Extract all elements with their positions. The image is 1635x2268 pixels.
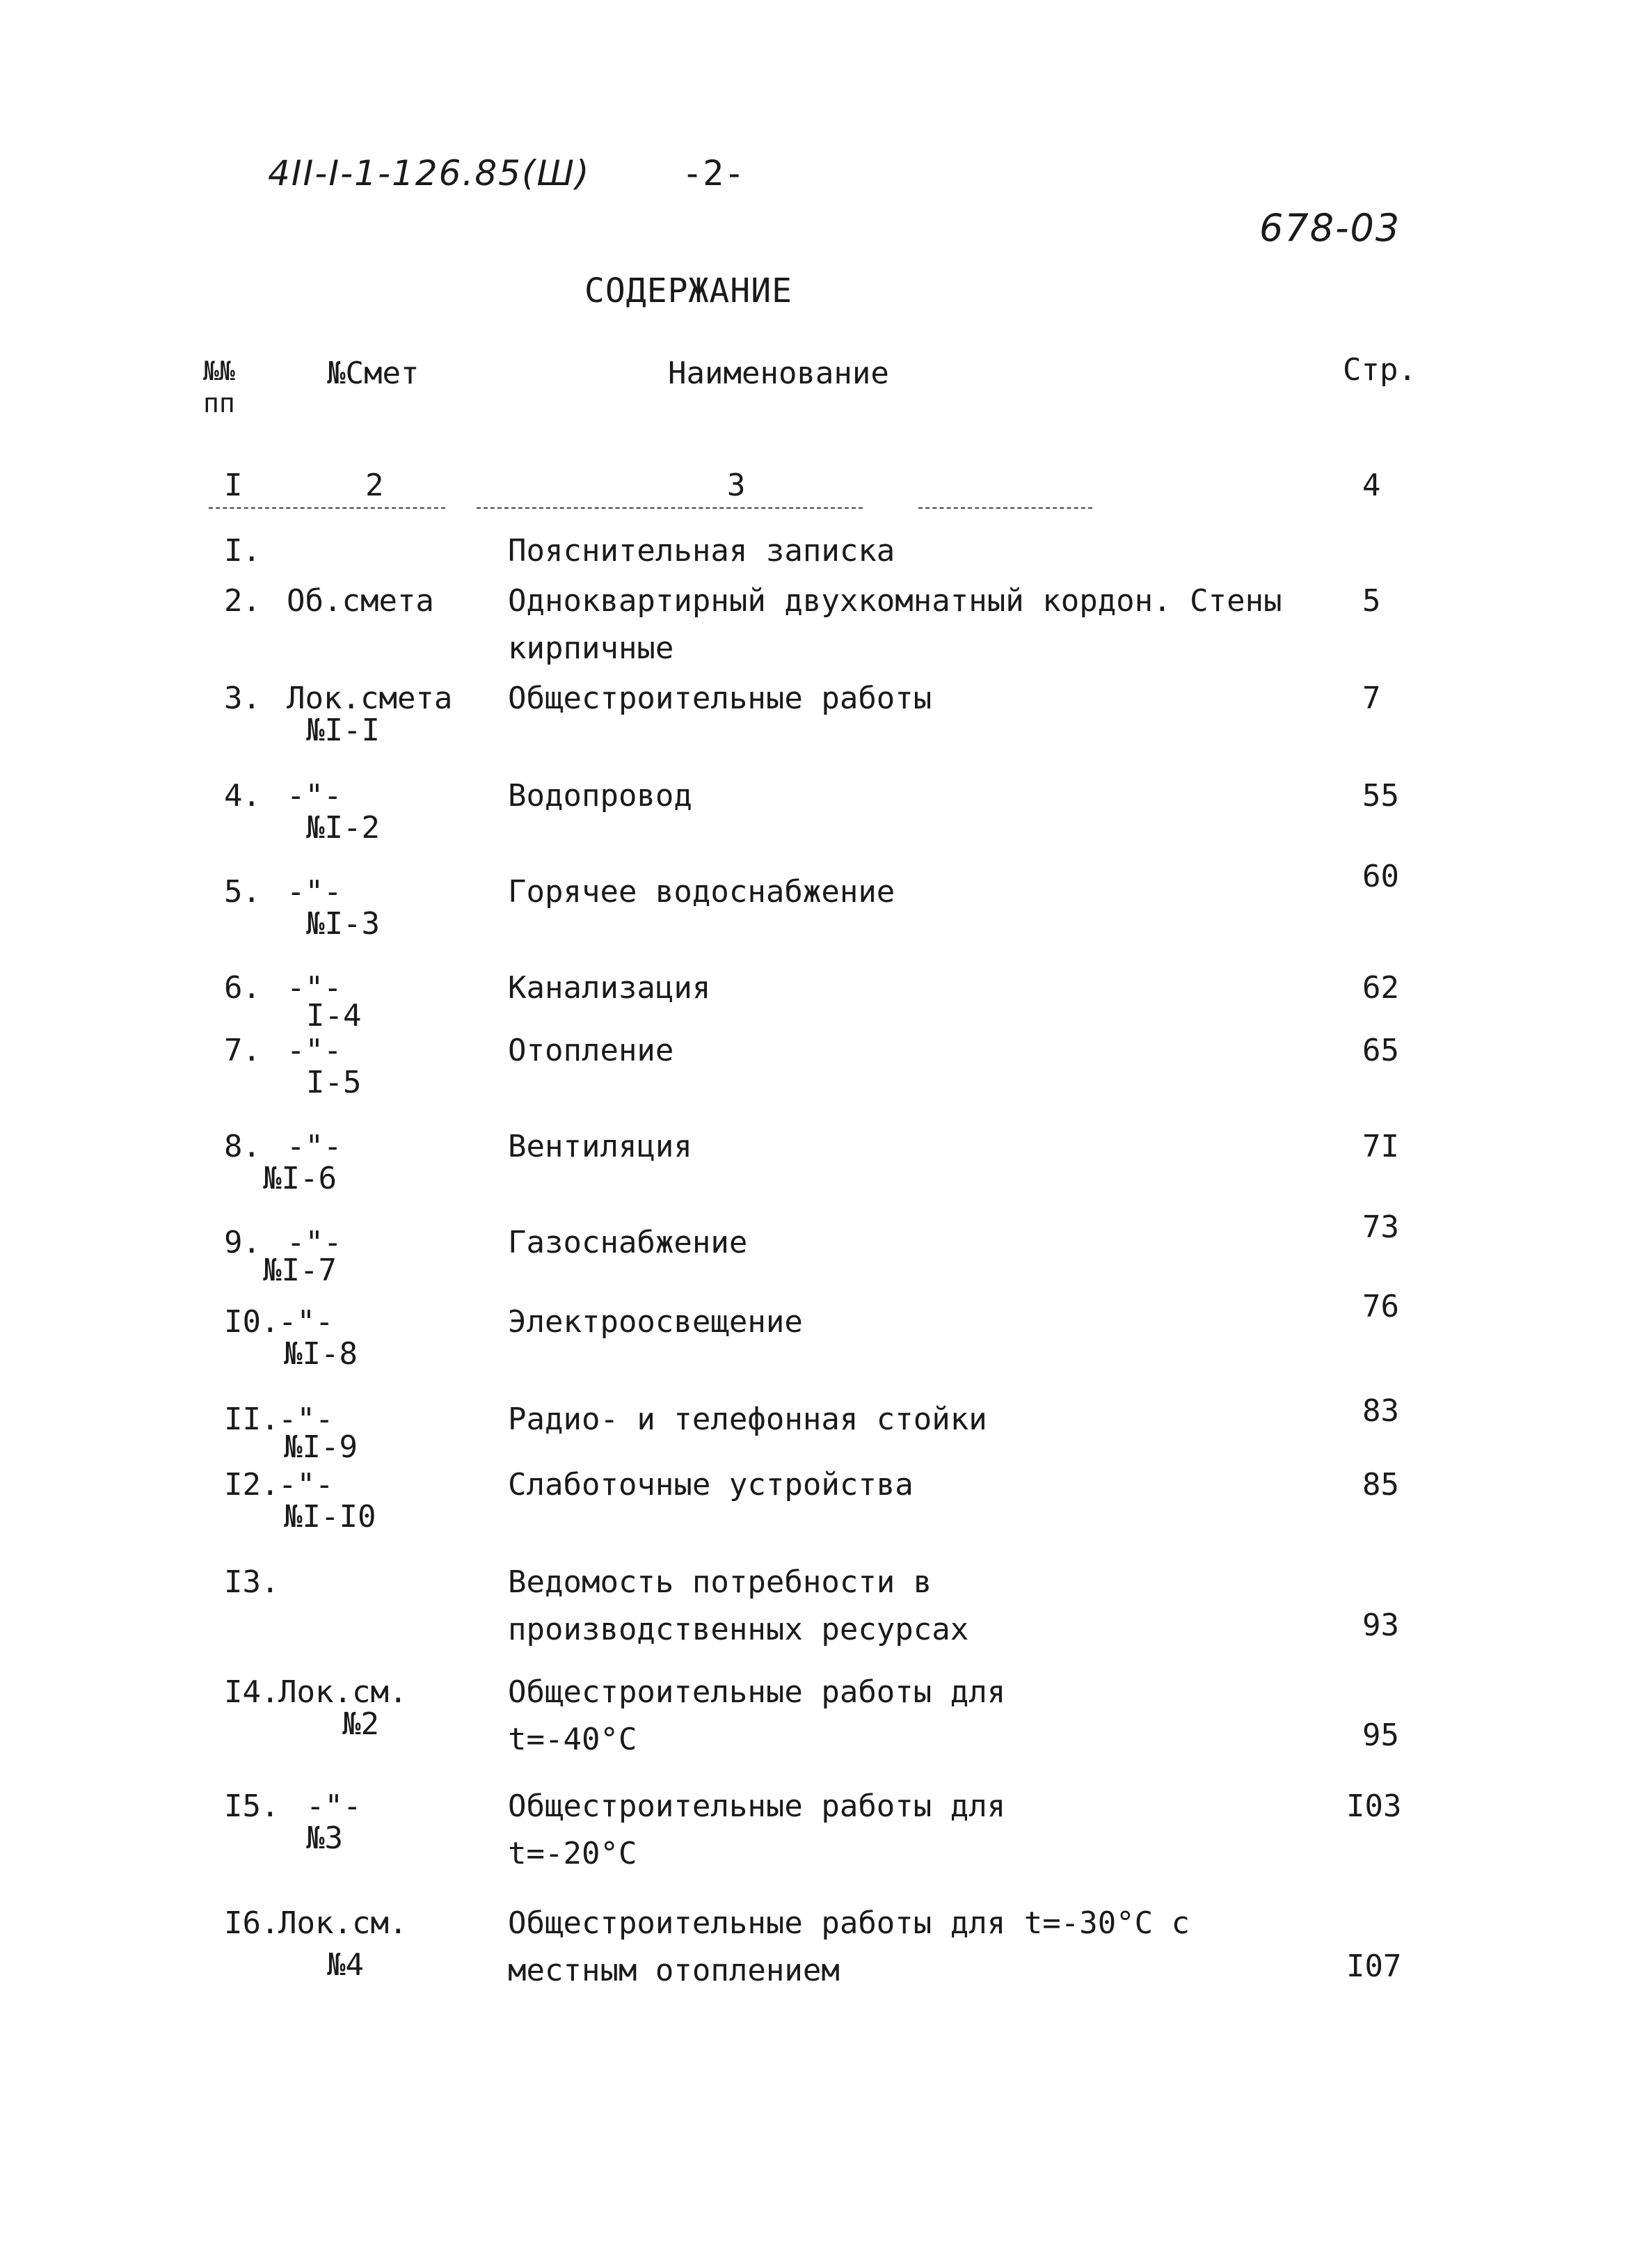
row-number: I3. xyxy=(224,1564,280,1600)
row-smeta: Лок.смета xyxy=(287,681,453,716)
column-header-page: Стр. xyxy=(1343,352,1417,388)
row-number: 2. xyxy=(224,583,261,619)
row-page: 73 xyxy=(1362,1210,1399,1245)
row-page: 5 xyxy=(1362,583,1381,619)
row-name: Общестроительные работы xyxy=(508,681,932,716)
row-name: Общестроительные работы для t=-40°C xyxy=(508,1674,1006,1757)
row-smeta: -"- xyxy=(287,970,342,1006)
row-number: I. xyxy=(224,533,261,569)
row-smeta-number: №I-3 xyxy=(306,906,380,942)
row-smeta: -"- xyxy=(287,1129,342,1164)
column-number-1: I xyxy=(224,468,243,503)
row-number: I6. xyxy=(224,1905,280,1941)
column-number-2: 2 xyxy=(365,468,384,503)
row-smeta: -"- xyxy=(287,1225,342,1260)
row-page: 7I xyxy=(1362,1129,1399,1164)
row-smeta-number: №2 xyxy=(342,1706,379,1742)
row-number: I2. xyxy=(224,1467,280,1502)
header-rule-right xyxy=(918,507,1092,509)
row-page: 83 xyxy=(1362,1393,1399,1429)
page-title: СОДЕРЖАНИЕ xyxy=(584,271,792,310)
row-smeta-number: №I-6 xyxy=(263,1161,337,1196)
row-page: 55 xyxy=(1362,778,1399,814)
row-name: Водопровод xyxy=(508,778,692,814)
page-number: -2- xyxy=(682,153,745,193)
row-smeta-number: №I-2 xyxy=(306,810,380,846)
row-name: Общестроительные работы для t=-30°C с местным отоплением xyxy=(508,1905,1190,1988)
row-smeta-number: №I-I xyxy=(306,713,380,748)
row-name: Общестроительные работы для t=-20°C xyxy=(508,1789,1006,1871)
row-number: I4. xyxy=(224,1674,280,1710)
column-header-name: Наименование xyxy=(668,356,889,391)
column-number-4: 4 xyxy=(1362,468,1381,503)
row-page: 65 xyxy=(1362,1033,1399,1068)
row-name: Электроосвещение xyxy=(508,1304,803,1340)
row-smeta-number: №I-9 xyxy=(284,1429,358,1465)
row-number: 7. xyxy=(224,1033,261,1068)
row-smeta: Об.смета xyxy=(287,583,434,619)
row-smeta: -"- xyxy=(287,1033,342,1068)
row-name: Горячее водоснабжение xyxy=(508,874,895,910)
row-smeta-number: I-5 xyxy=(306,1065,362,1100)
row-name: Газоснабжение xyxy=(508,1225,748,1260)
row-smeta: -"- xyxy=(278,1304,334,1340)
row-name: Одноквартирный двухкомнатный кордон. Стены кирпичные xyxy=(508,583,1282,666)
row-page: 62 xyxy=(1362,970,1399,1006)
row-smeta-number: №I-I0 xyxy=(284,1499,376,1535)
row-name: Вентиляция xyxy=(508,1129,692,1164)
row-number: I5. xyxy=(224,1789,280,1824)
row-smeta: Лок.см. xyxy=(278,1905,408,1941)
row-smeta-number: №3 xyxy=(306,1821,343,1856)
column-header-smet: №Смет xyxy=(327,356,420,391)
row-page: I07 xyxy=(1346,1949,1402,1984)
document-code: 4II-I-1-126.85(Ш) xyxy=(268,153,591,193)
column-number-3: 3 xyxy=(727,468,746,503)
row-smeta: -"- xyxy=(278,1467,334,1502)
column-header-nn: №№ пп xyxy=(203,356,235,418)
row-number: 3. xyxy=(224,681,261,716)
row-smeta-number: №I-8 xyxy=(284,1336,358,1372)
row-smeta: -"- xyxy=(287,874,342,910)
row-page: 95 xyxy=(1362,1718,1399,1753)
row-page: 7 xyxy=(1362,681,1381,716)
row-number: 4. xyxy=(224,778,261,814)
row-number: 6. xyxy=(224,970,261,1006)
row-page: 85 xyxy=(1362,1467,1399,1502)
row-number: 9. xyxy=(224,1225,261,1260)
archive-number: 678-03 xyxy=(1259,206,1401,250)
row-number: 5. xyxy=(224,874,261,910)
header-rule-left xyxy=(209,507,445,509)
row-number: II. xyxy=(224,1402,280,1437)
row-smeta-number: I-4 xyxy=(306,998,362,1033)
row-smeta-number: №I-7 xyxy=(263,1253,337,1288)
row-smeta: Лок.см. xyxy=(278,1674,408,1710)
row-number: I0. xyxy=(224,1304,280,1340)
row-page: 93 xyxy=(1362,1608,1399,1643)
row-number: 8. xyxy=(224,1129,261,1164)
row-name: Отопление xyxy=(508,1033,674,1068)
row-name: Слаботочные устройства xyxy=(508,1467,914,1502)
row-name: Радио- и телефонная стойки xyxy=(508,1402,987,1437)
row-name: Пояснительная записка xyxy=(508,533,895,569)
row-page: 76 xyxy=(1362,1289,1399,1324)
header-rule-middle xyxy=(477,507,863,509)
row-page: 60 xyxy=(1362,859,1399,894)
row-name: Канализация xyxy=(508,970,711,1006)
row-smeta-number: №4 xyxy=(327,1947,364,1983)
row-name: Ведомость потребности в производственных ресурсах xyxy=(508,1564,969,1647)
row-smeta: -"- xyxy=(287,778,342,814)
row-smeta: -"- xyxy=(306,1789,362,1824)
row-page: I03 xyxy=(1346,1789,1402,1824)
row-smeta: -"- xyxy=(278,1402,334,1437)
